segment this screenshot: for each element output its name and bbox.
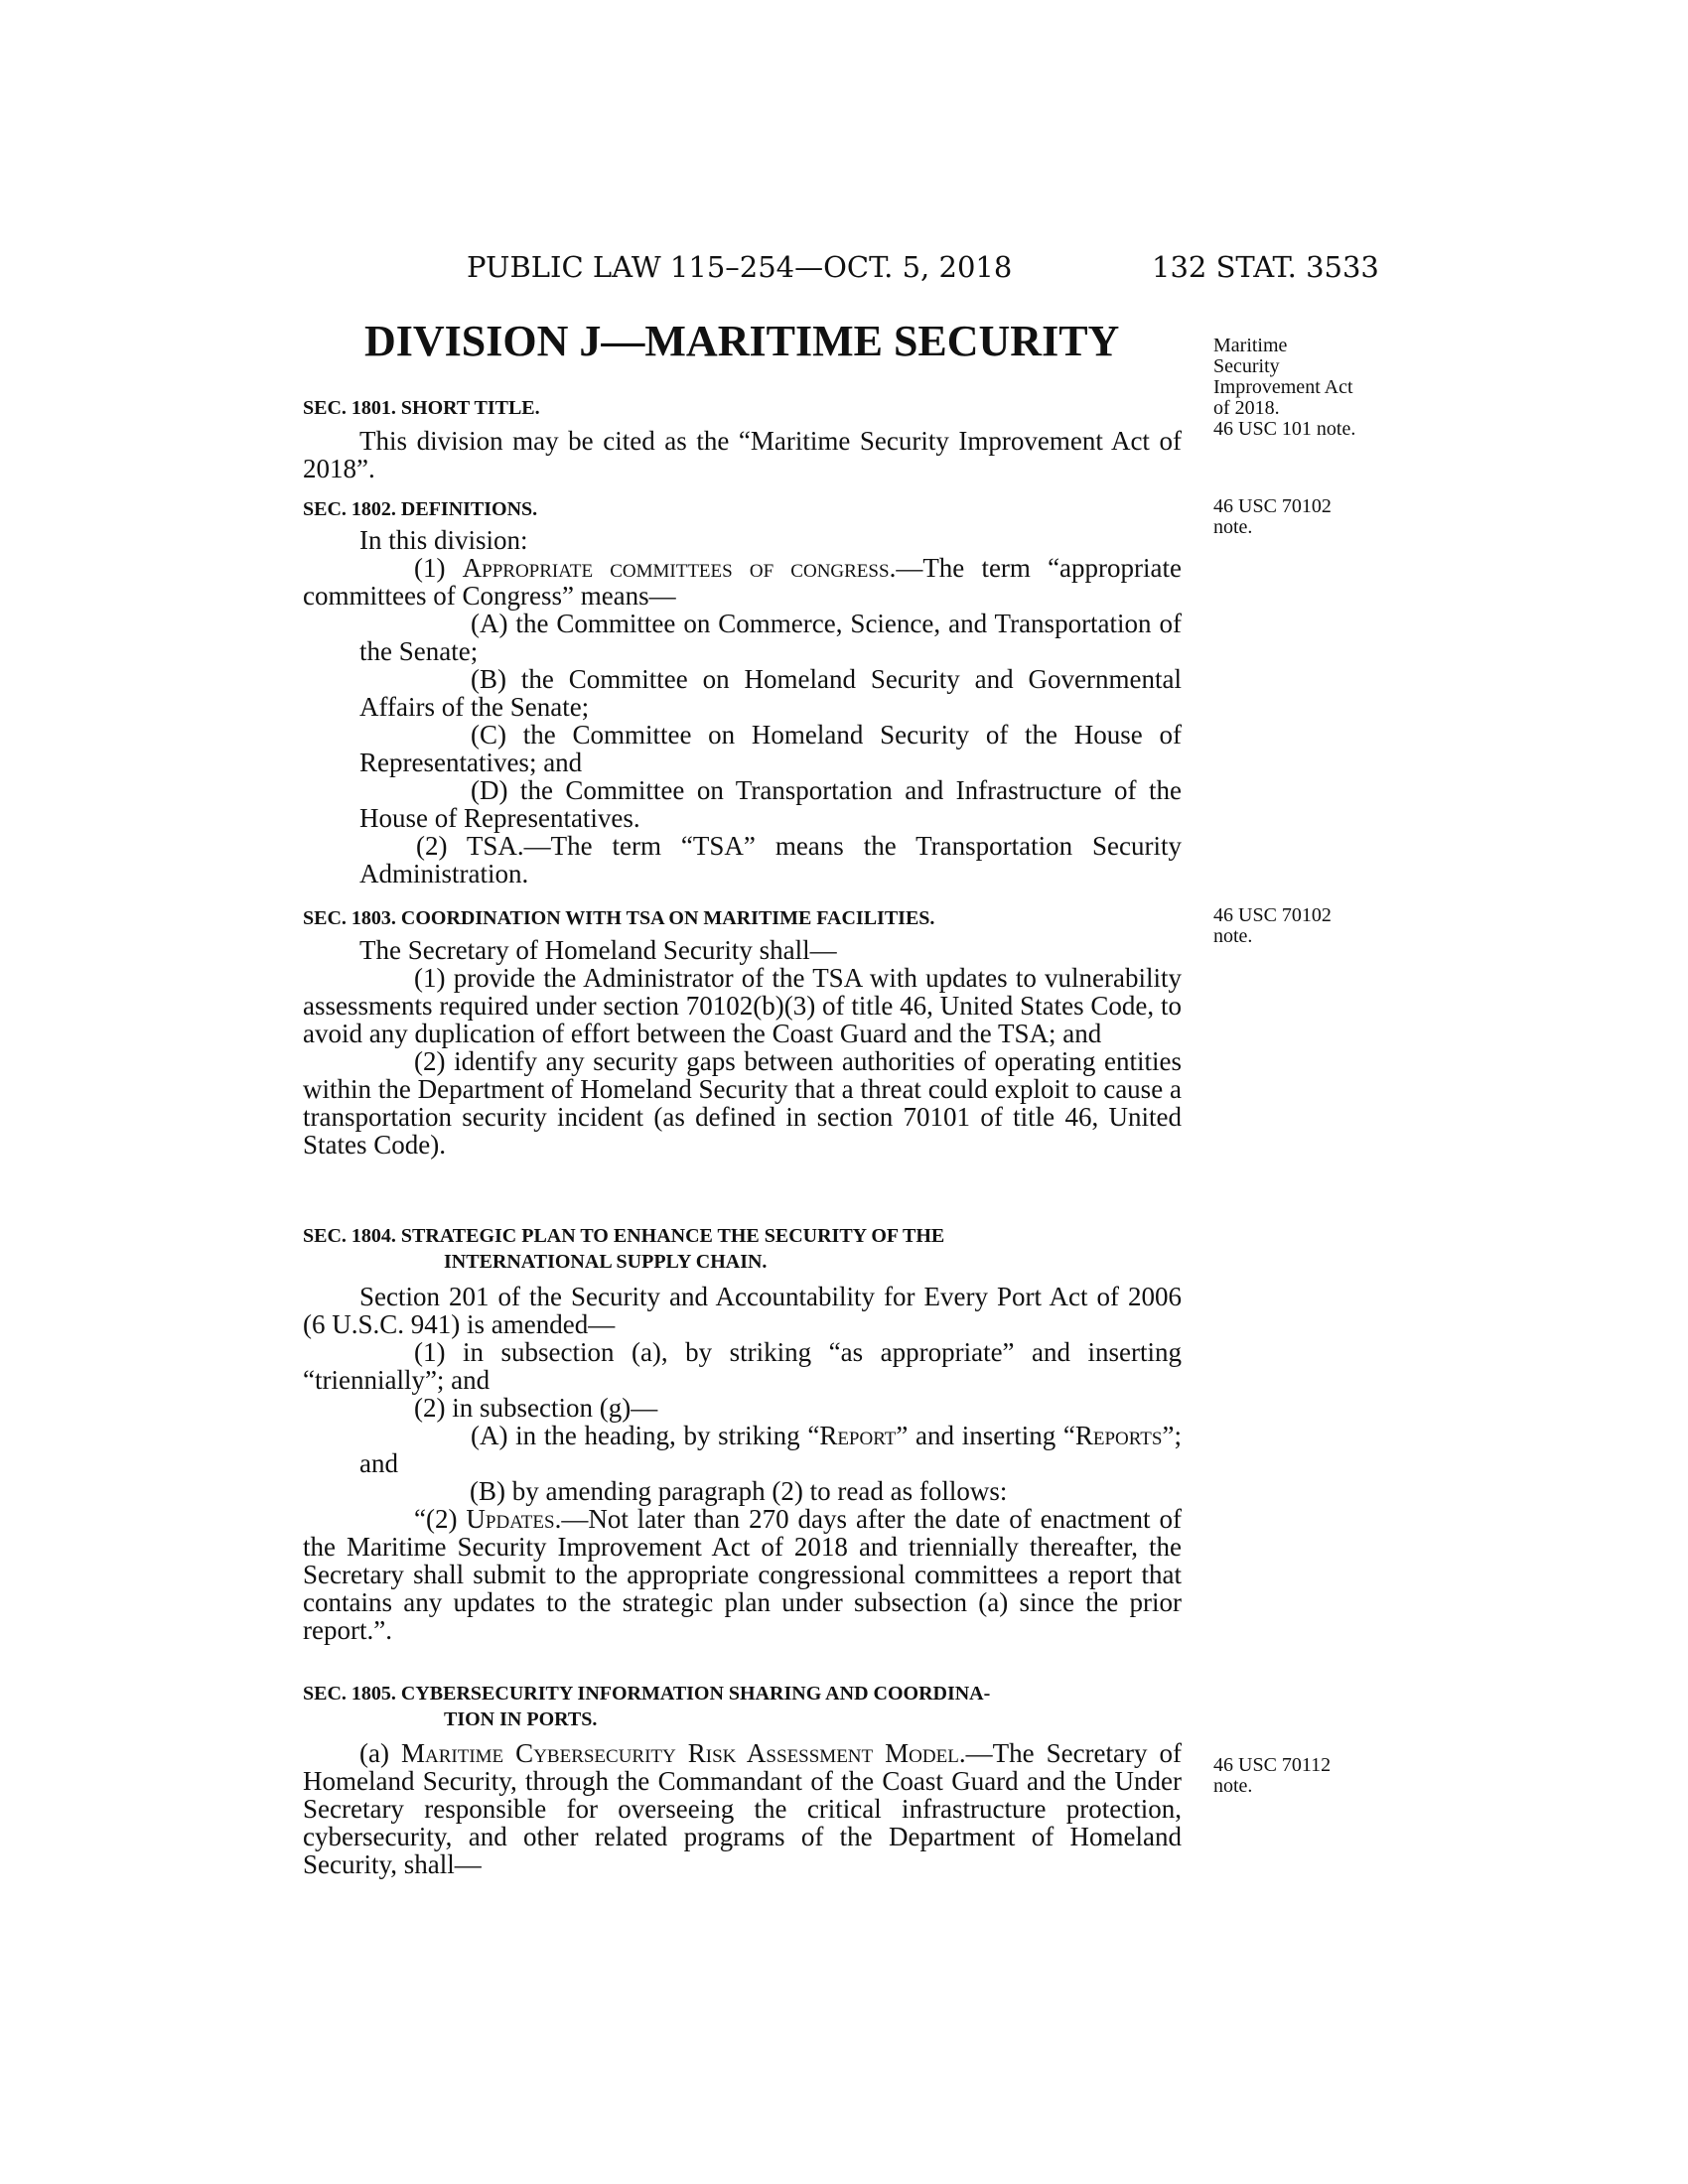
margin-note-line: note. <box>1213 925 1253 947</box>
text-segment: .—The Secretary of Homeland Security, through the Commandant of the Coast Guard and the Under Secretary responsible for overseeing the critical infrastructure protection, cybersecurity, and other related programs of the Department of Homeland Security, shall— <box>303 1738 1183 1879</box>
section-1804-heading <box>303 1223 1182 1275</box>
section-1805-heading-line-1: SEC. 1805. CYBERSECURITY INFORMATION SHARING AND COORDINA- <box>303 1683 991 1705</box>
small-caps-term: Maritime Cybersecurity Risk Assessment Model <box>401 1738 959 1768</box>
text-segment: ”; and <box>359 1421 1182 1478</box>
section-1804-body <box>303 1283 1182 1644</box>
section-1803-paragraph-1: (1) provide the Administrator of the TSA with updates to vulnerability assessments required under section 70102(b)(3) of title 46, United States Code, to avoid any duplication of effort between the Coast Guard and the TSA; and <box>303 963 1182 1048</box>
text-segment: (a) <box>359 1738 401 1768</box>
section-1804-heading-line-1: SEC. 1804. STRATEGIC PLAN TO ENHANCE THE SECURITY OF THE <box>303 1225 945 1247</box>
section-1805-heading <box>303 1681 1182 1732</box>
section-1802-heading: SEC. 1802. DEFINITIONS. <box>303 498 538 520</box>
section-1804-quoted-update <box>303 1505 1182 1644</box>
section-1804-paragraph-1: (1) in subsection (a), by striking “as appropriate” and inserting “triennially”; and <box>303 1337 1182 1395</box>
committee-a: (A) the Committee on Commerce, Science, and Transportation of the Senate; <box>359 609 1182 666</box>
section-1801-body <box>303 427 1182 482</box>
defined-term: Appropriate committees of congress <box>462 553 890 583</box>
margin-note-line: 46 USC 70102 <box>1213 495 1332 517</box>
margin-note-line: of 2018. <box>1213 397 1280 419</box>
committee-d: (D) the Committee on Transportation and Infrastructure of the House of Representatives. <box>359 775 1182 833</box>
margin-note-line: note. <box>1213 516 1253 538</box>
section-1804-intro: Section 201 of the Security and Accountability for Every Port Act of 2006 (6 U.S.C. 941) is amended— <box>303 1282 1182 1339</box>
division-title: DIVISION J—MARITIME SECURITY <box>364 317 1120 365</box>
margin-note-line: Security <box>1213 355 1280 377</box>
section-1805-heading-line-2: TION IN PORTS. <box>444 1708 598 1730</box>
section-1805-subsection-a <box>303 1739 1182 1878</box>
committee-b: (B) the Committee on Homeland Security and Governmental Affairs of the Senate; <box>359 664 1182 722</box>
margin-note-line: 46 USC 70112 <box>1213 1754 1332 1776</box>
margin-note-cybersecurity <box>1213 1755 1392 1797</box>
paragraph-label: (1) <box>414 553 463 583</box>
running-header-law: PUBLIC LAW 115–254—OCT. 5, 2018 <box>467 250 1013 284</box>
small-caps-term: Updates <box>466 1504 555 1534</box>
section-1804-heading-line-2: INTERNATIONAL SUPPLY CHAIN. <box>444 1251 768 1273</box>
committee-c: (C) the Committee on Homeland Security of the House of Representatives; and <box>359 720 1182 777</box>
section-1801-text: This division may be cited as the “Maritime Security Improvement Act of 2018”. <box>303 426 1182 483</box>
definitions-intro: In this division: <box>359 525 528 555</box>
section-1802-body <box>303 526 1182 887</box>
margin-note-line: note. <box>1213 1775 1253 1797</box>
section-1803-paragraph-2: (2) identify any security gaps between authorities of operating entities within the Department of Homeland Security that a threat could exploit to cause a transportation security incident (as defined in section 70101 of title 46, United States Code). <box>303 1046 1182 1160</box>
paragraph-text: .—The term “appropriate committees of Congress” means— <box>303 553 1182 611</box>
section-1804-paragraph-2: (2) in subsection (g)— <box>414 1393 658 1423</box>
margin-note-line: 46 USC 101 note. <box>1213 418 1356 440</box>
text-segment: ” and inserting “ <box>896 1421 1075 1450</box>
margin-note-definitions <box>1213 496 1392 538</box>
margin-note-line: Improvement Act <box>1213 376 1353 398</box>
margin-note-short-title <box>1213 336 1392 440</box>
definition-paragraph-1 <box>303 554 1182 610</box>
margin-note-line: 46 USC 70102 <box>1213 904 1332 926</box>
definition-paragraph-2: (2) TSA.—The term “TSA” means the Transportation Security Administration. <box>359 831 1182 888</box>
small-caps-term: Report <box>819 1421 897 1450</box>
small-caps-term: Reports <box>1074 1421 1163 1450</box>
section-1803-intro: The Secretary of Homeland Security shall— <box>359 935 837 965</box>
section-1803-heading: SEC. 1803. COORDINATION WITH TSA ON MARITIME FACILITIES. <box>303 907 935 929</box>
text-segment: “(2) <box>414 1504 467 1534</box>
section-1801-heading: SEC. 1801. SHORT TITLE. <box>303 397 540 419</box>
section-1805-body <box>303 1739 1182 1878</box>
section-1803-body <box>303 936 1182 1159</box>
margin-note-line: Maritime <box>1213 335 1288 356</box>
text-segment: (A) in the heading, by striking “ <box>471 1421 820 1450</box>
margin-note-coordination <box>1213 905 1392 947</box>
page-stat-number: 132 STAT. 3533 <box>1152 250 1379 284</box>
section-1804-subparagraph-a <box>303 1422 1182 1477</box>
text-segment: .—Not later than 270 days after the date of enactment of the Maritime Security Improvement Act of 2018 and triennially thereafter, the Secretary shall submit to the appropriate congressional committees a report that contains any updates to the strategic plan under subsection (a) since the prior report.”. <box>303 1504 1182 1645</box>
section-1804-subparagraph-b: (B) by amending paragraph (2) to read as follows: <box>470 1476 1008 1506</box>
